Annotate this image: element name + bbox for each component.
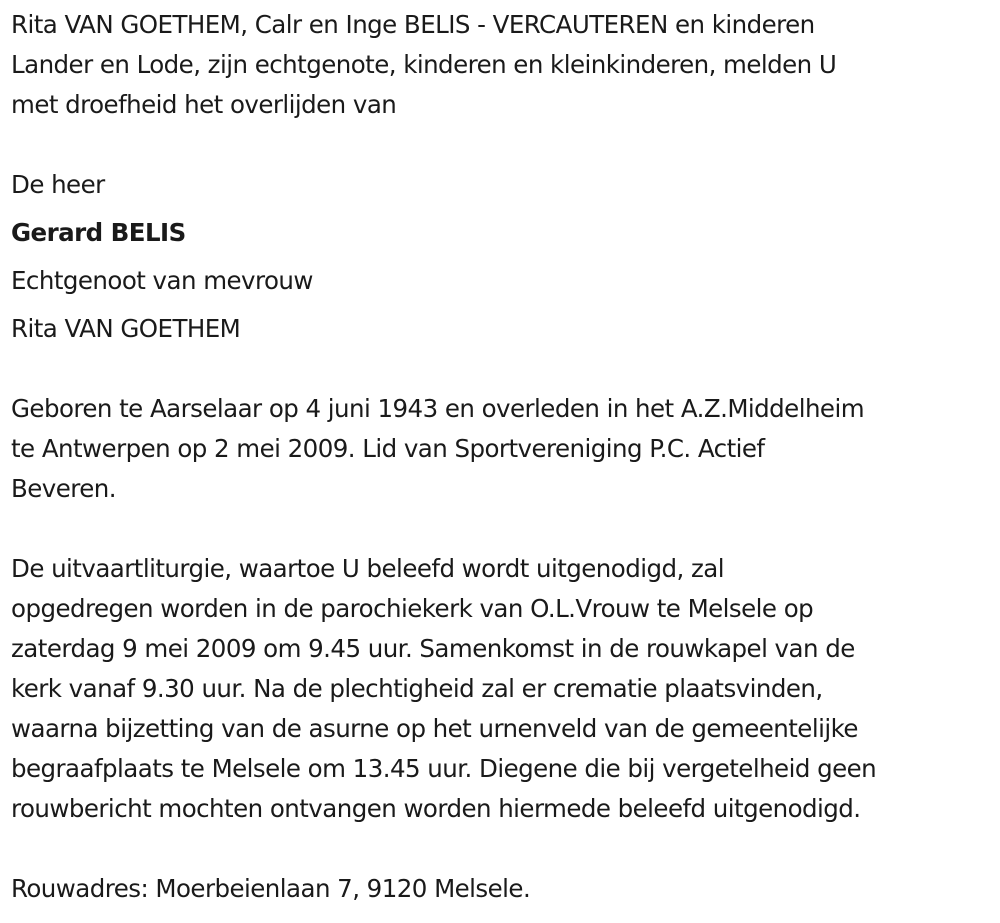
birth-death-line: te Antwerpen op 2 mei 2009. Lid van Sportvereniging P.C. Actief [11, 434, 765, 463]
funeral-line: zaterdag 9 mei 2009 om 9.45 uur. Samenkomst in de rouwkapel van de [11, 634, 855, 663]
birth-death-line: Geboren te Aarselaar op 4 juni 1943 en overleden in het A.Z.Middelheim [11, 394, 865, 423]
funeral-line: opgedregen worden in de parochiekerk van O.L.Vrouw te Melsele op [11, 594, 814, 623]
funeral-line: kerk vanaf 9.30 uur. Na de plechtigheid zal er crematie plaatsvinden, [11, 674, 823, 703]
funeral-line: De uitvaartliturgie, waartoe U beleefd wordt uitgenodigd, zal [11, 554, 724, 583]
intro-line: Rita VAN GOETHEM, Calr en Inge BELIS - VERCAUTEREN en kinderen [11, 10, 815, 39]
birth-death-line: Beveren. [11, 474, 116, 503]
mourning-address: Rouwadres: Moerbeienlaan 7, 9120 Melsele. [11, 874, 531, 903]
funeral-line: waarna bijzetting van de asurne op het urnenveld van de gemeentelijke [11, 714, 858, 743]
spouse-name: Rita VAN GOETHEM [11, 314, 241, 343]
intro-paragraph [11, 5, 996, 125]
birth-death-paragraph [11, 389, 996, 509]
intro-line: met droefheid het overlijden van [11, 90, 397, 119]
intro-line: Lander en Lode, zijn echtgenote, kinderen en kleinkinderen, melden U [11, 50, 837, 79]
deceased-name: Gerard BELIS [11, 218, 186, 247]
salutation: De heer [11, 170, 105, 199]
relation-line: Echtgenoot van mevrouw [11, 266, 313, 295]
funeral-line: begraafplaats te Melsele om 13.45 uur. Diegene die bij vergetelheid geen [11, 754, 877, 783]
funeral-paragraph [11, 549, 996, 829]
funeral-line: rouwbericht mochten ontvangen worden hiermede beleefd uitgenodigd. [11, 794, 861, 823]
